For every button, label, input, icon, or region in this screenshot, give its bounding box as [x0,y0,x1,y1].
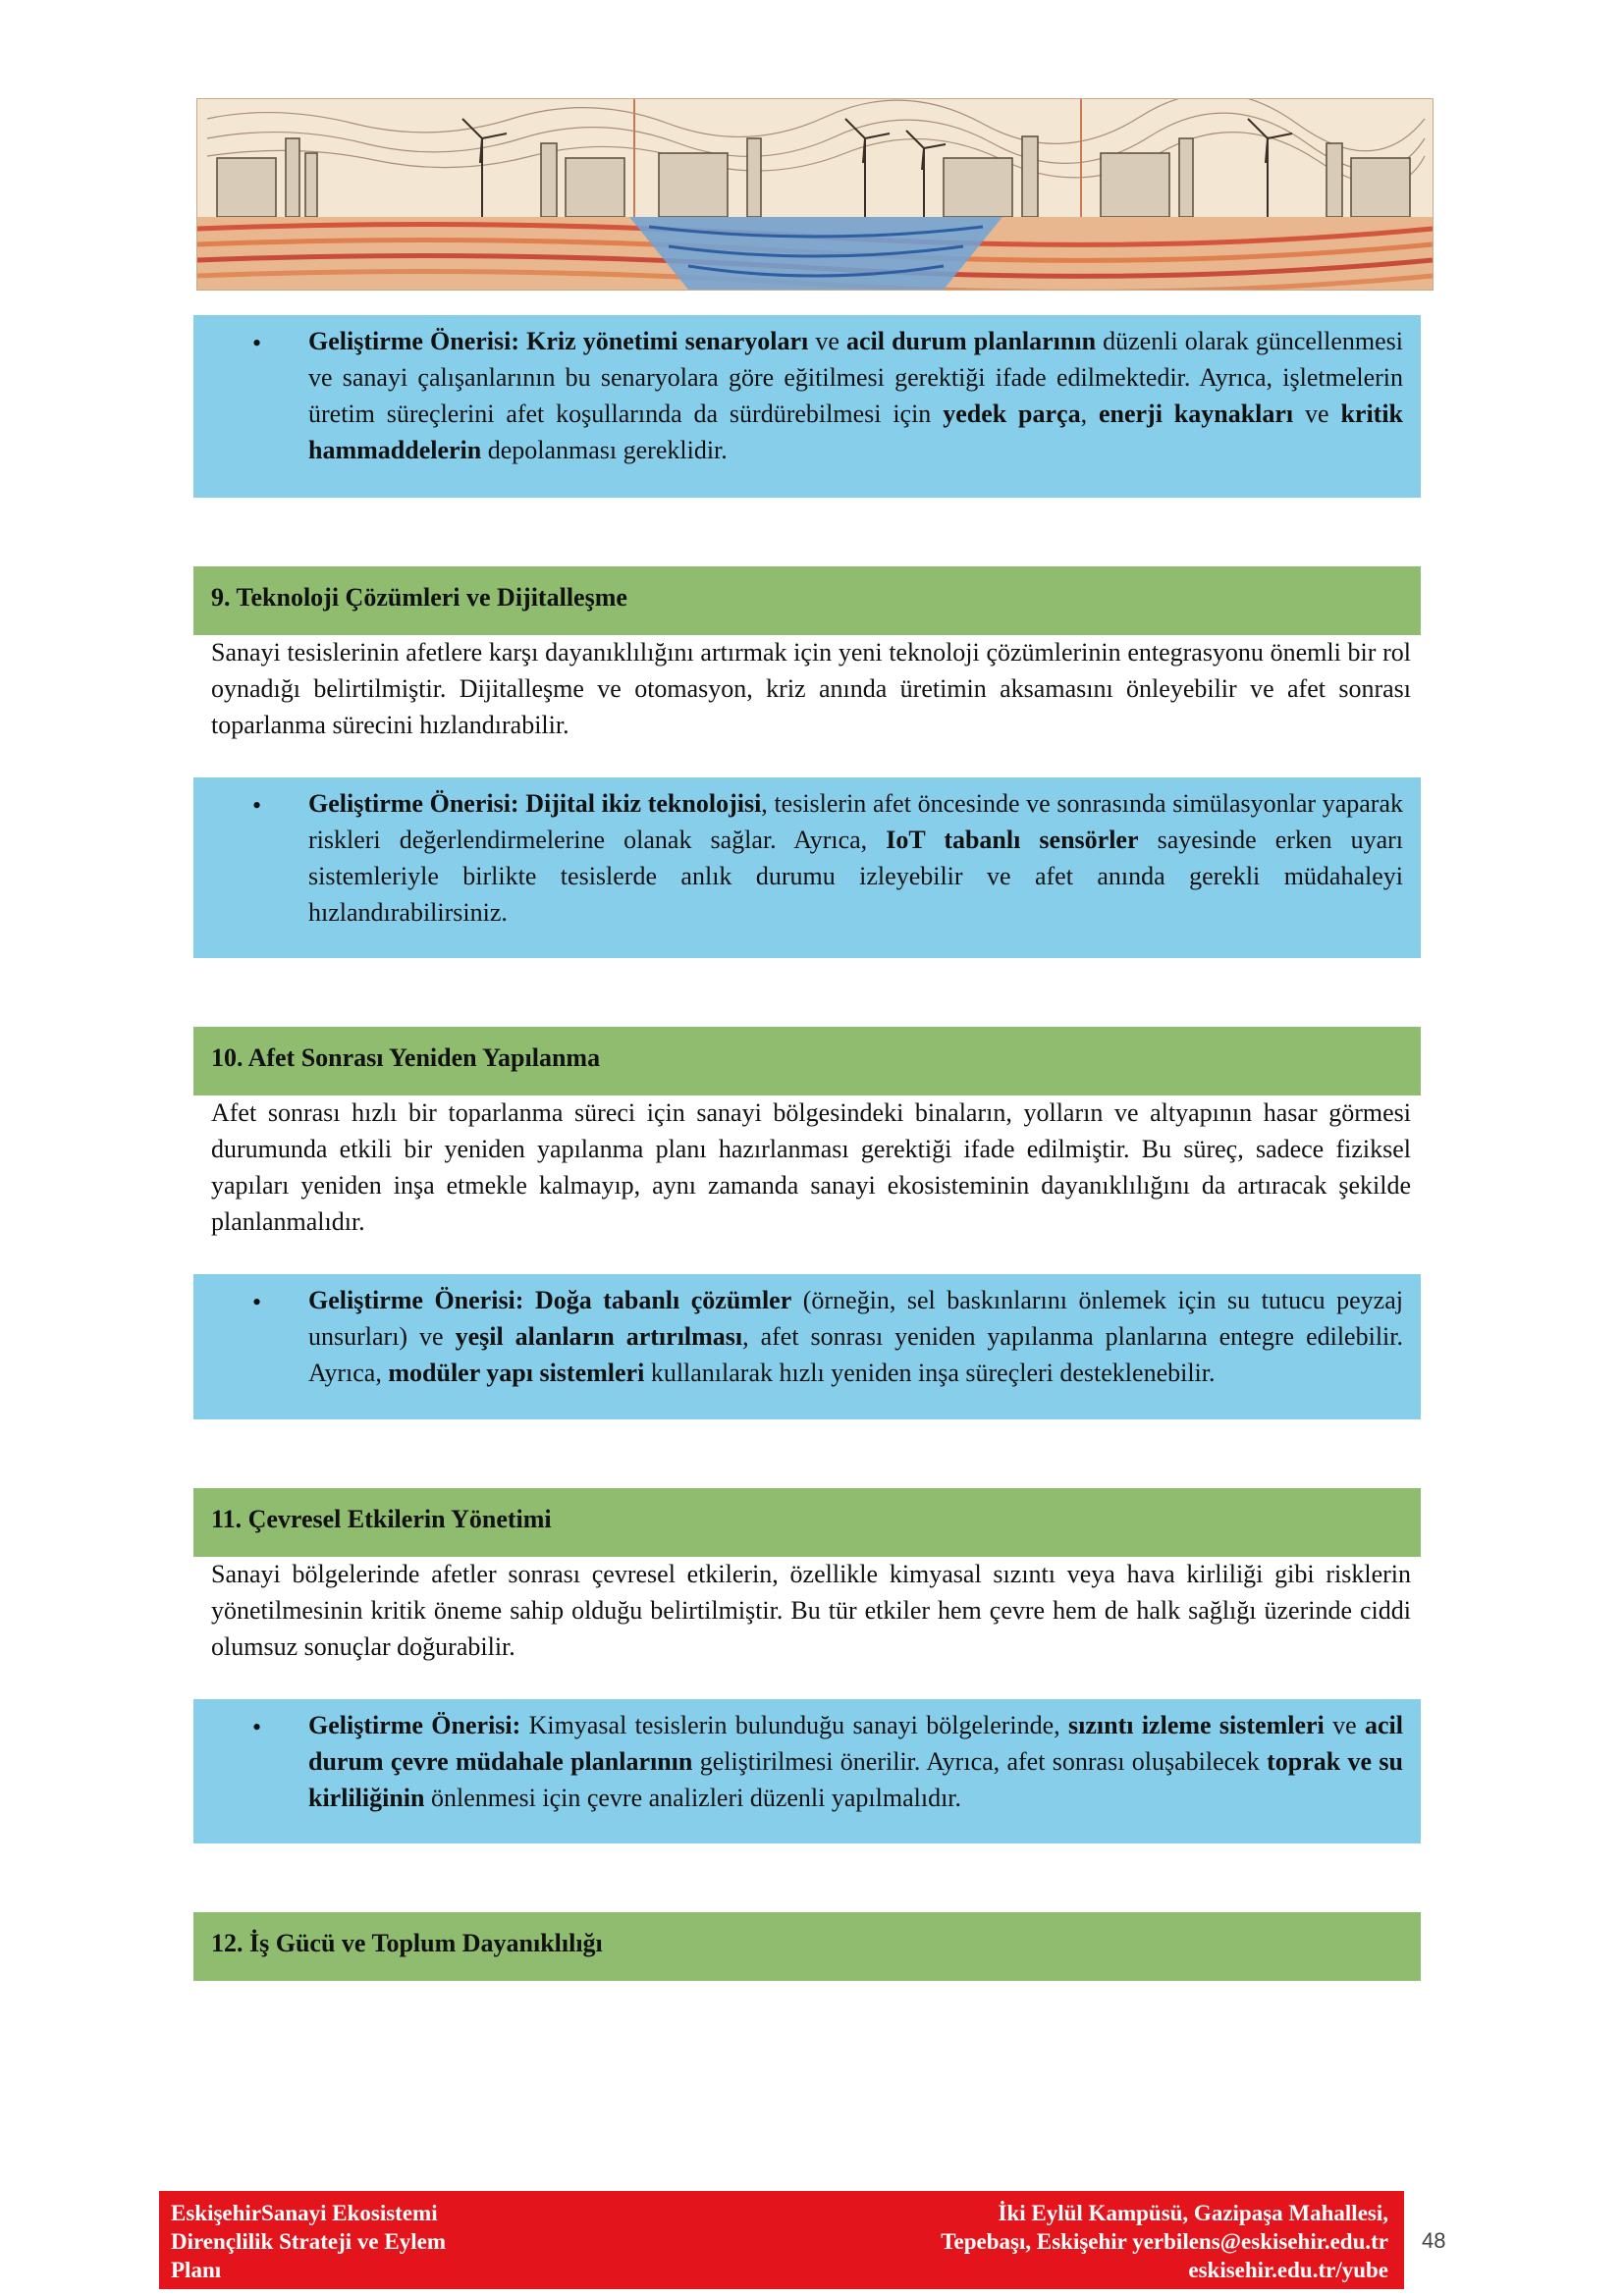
section-title: 9. Teknoloji Çözümleri ve Dijitalleşme [211,583,627,612]
body-text: ve [1293,400,1341,428]
recommendation-box-environment [193,1699,1421,1843]
emphasis-text: toprak ve su kirliliğinin [308,1747,1403,1812]
bullet-icon: • [252,791,262,820]
section-heading-9 [193,566,1421,635]
section-paragraph-9: Sanayi tesislerinin afetlere karşı dayanıklılığını artırmak için yeni teknoloji çözümlerinin entegrasyonu önemli bir rol oynadığı belirtilmiştir. Dijitalleşme ve otomasyon, kriz anında üretimin aksamasını önleyebilir ve afet sonrası toparlanma sürecini hızlandırabilir. [211,638,1411,739]
recommendation-text [308,1707,1403,1816]
body-text: ve [808,327,846,355]
header-banner-illustration [196,98,1434,291]
emphasis-text: sızıntı izleme sistemleri [1068,1711,1325,1739]
body-text: önlenmesi için çevre analizleri düzenli yapılmalıdır. [424,1784,962,1812]
body-text: (örneğin, sel baskınlarını önlemek için su tutucu peyzaj unsurları) ve [308,1286,1403,1351]
body-text: geliştirilmesi önerilir. Ayrıca, afet sonrası oluşabilecek [692,1747,1268,1776]
emphasis-text: enerji kaynakları [1098,400,1294,428]
footer-address-line: İki Eylül Kampüsü, Gazipaşa Mahallesi, [998,2201,1388,2225]
emphasis-text: Geliştirme Önerisi: [308,1711,521,1739]
footer-address-line: Tepebaşı, Eskişehir yerbilens@eskisehir.edu.tr [941,2229,1388,2254]
footer-right [941,2199,1388,2284]
page-footer [159,2191,1404,2289]
recommendation-box-crisis [193,315,1421,498]
section-heading-10 [193,1027,1421,1095]
emphasis-text: IoT tabanlı sensörler [886,826,1139,854]
emphasis-text: acil durum planlarının [846,327,1097,355]
body-text: sayesinde erken uyarı sistemleriyle birlikte tesislerde anlık durumu izleyebilir ve afet anında gerekli müdahaleyi hızlandırabilirsiniz. [308,826,1403,927]
section-paragraph-11: Sanayi bölgelerinde afetler sonrası çevresel etkilerin, özellikle kimyasal sızıntı veya hava kirliliği gibi risklerin yönetilmesinin kritik öneme sahip olduğu belirtilmiştir. Bu tür etkiler hem çevre hem de halk sağlığı üzerinde ciddi olumsuz sonuçlar doğurabilir. [211,1560,1411,1661]
bullet-icon: • [252,1288,262,1316]
body-text: , [1080,400,1099,428]
section-title: 12. İş Gücü ve Toplum Dayanıklılığı [211,1929,603,1957]
emphasis-text: acil durum çevre müdahale planlarının [308,1711,1404,1776]
body-text: depolanması gereklidir. [481,436,728,464]
emphasis-text: yeşil alanların artırılması [455,1322,743,1351]
emphasis-text: Geliştirme Önerisi: Dijital ikiz teknolojisi [308,789,762,818]
body-text: kullanılarak hızlı yeniden inşa süreçleri desteklenebilir. [644,1359,1216,1387]
section-heading-11 [193,1488,1421,1557]
emphasis-text: Geliştirme Önerisi: Doğa tabanlı çözümler [308,1286,792,1314]
section-title: 11. Çevresel Etkilerin Yönetimi [211,1505,552,1533]
emphasis-text: Geliştirme Önerisi: Kriz yönetimi senaryoları [308,327,809,355]
recommendation-text [308,785,1403,931]
page-number: 48 [1422,2228,1446,2253]
section-paragraph-10: Afet sonrası hızlı bir toparlanma süreci için sanayi bölgesindeki binaların, yolların ve altyapının hasar görmesi durumunda etkili bir yeniden yapılanma planı hazırlanması gerektiği ifade edilmiştir. Bu süreç, sadece fiziksel yapıları yeniden inşa etmekle kalmayıp, aynı zamanda sanayi ekosisteminin dayanıklılığını da artıracak şekilde planlanmalıdır. [211,1098,1411,1236]
recommendation-box-rebuild [193,1274,1421,1419]
body-text: ve [1324,1711,1366,1739]
footer-website: eskisehir.edu.tr/yube [1188,2258,1388,2282]
footer-left-line: EskişehirSanayi Ekosistemi [171,2201,438,2225]
industrial-landscape-image [197,99,1433,290]
recommendation-box-digital [193,777,1421,958]
recommendation-text [308,1282,1403,1391]
emphasis-text: kritik hammaddelerin [308,400,1404,464]
emphasis-text: yedek parça [943,400,1081,428]
footer-left-line: Planı [171,2258,222,2282]
footer-left-line: Dirençlilik Strateji ve Eylem [171,2229,446,2254]
footer-left [171,2199,446,2284]
bullet-icon: • [252,1713,262,1741]
section-heading-12 [193,1912,1421,1981]
recommendation-text [308,323,1403,468]
body-text: , afet sonrası yeniden yapılanma planlarına entegre edilebilir. Ayrıca, [308,1322,1403,1387]
body-text: , tesislerin afet öncesinde ve sonrasında simülasyonlar yaparak riskleri değerlendirmelerine olanak sağlar. Ayrıca, [308,789,1403,854]
bullet-icon: • [252,329,262,357]
body-text: düzenli olarak güncellenmesi ve sanayi çalışanlarının bu senaryolara göre eğitilmesi gerektiği ifade edilmektedir. Ayrıca, işletmelerin üretim süreçlerini afet koşullarında da sürdürebilmesi için [308,327,1403,428]
section-title: 10. Afet Sonrası Yeniden Yapılanma [211,1043,601,1072]
emphasis-text: modüler yapı sistemleri [388,1359,645,1387]
body-text: Kimyasal tesislerin bulunduğu sanayi bölgelerinde, [520,1711,1069,1739]
